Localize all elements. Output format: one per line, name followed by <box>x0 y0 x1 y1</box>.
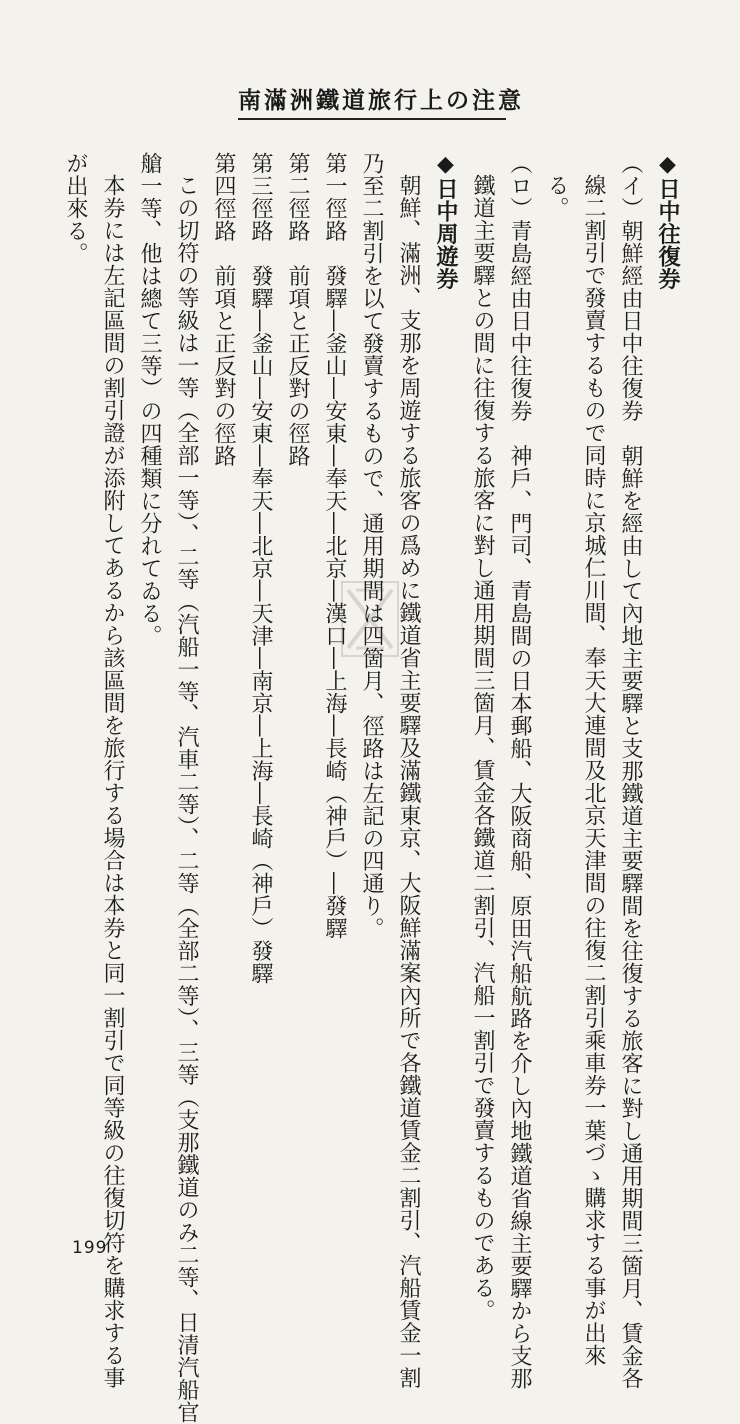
text-line: 線二割引で發賣するもので同時に京城仁川間、奉天大連間及北京天津間の往復二割引乘車券一葉づゝ購求する事が出來 <box>581 174 606 1367</box>
section-heading-nicchu-shuyu: ◆日中周遊券 <box>433 152 458 290</box>
route-line-4: 第四徑路 前項と正反對の徑路 <box>211 152 236 467</box>
page-number: 199 <box>72 1238 108 1258</box>
route-line-2: 第二徑路 前項と正反對の徑路 <box>285 152 310 467</box>
text-line: が出來る。 <box>63 152 88 265</box>
page-title: 南滿洲鐵道旅行上の注意 <box>238 87 524 114</box>
section-heading-nicchu-oufuku: ◆日中往復券 <box>655 152 680 290</box>
text-line: 鐵道主要驛との間に往復する旅客に對し通用期間三箇月、賃金各鐵道二割引、汽船一割引で發賣するものである。 <box>470 174 495 1322</box>
route-line-3: 第三徑路 發驛―釜山―安東―奉天―北京―天津―南京―上海―長崎（神戶）發驛 <box>248 152 273 985</box>
text-line: この切符の等級は一等（全部一等）、二等（汽船一等、汽車二等）、二等（全部二等）、三等（支那鐵道のみ二等、日清汽船官 <box>174 174 199 1424</box>
text-line: 乃至二割引を以て發賣するもので、通用期間は四箇月、徑路は左記の四通り。 <box>359 152 384 940</box>
text-line: 艙一等、他は總て三等）の四種類に分れてゐる。 <box>137 152 162 647</box>
route-line-1: 第一徑路 發驛―釜山―安東―奉天―北京―漢口―上海―長崎（神戶）―發驛 <box>322 152 347 940</box>
text-line: （イ）朝鮮經由日中往復券 朝鮮を經由して內地主要驛と支那鐵道主要驛間を往復する旅客に對し通用期間三箇月、賃金各 <box>618 152 643 1390</box>
text-line: 朝鮮、滿洲、支那を周遊する旅客の爲めに鐵道省主要驛及滿鐵東京、大阪鮮滿案內所で各鐵道賃金二割引、汽船賃金一割 <box>396 174 421 1389</box>
text-line: る。 <box>544 174 569 219</box>
page-header <box>238 78 524 120</box>
text-line: 本券には左記區間の割引證が添附してあるから該區間を旅行する場合は本券と同一割引で同等級の往復切符を購求する事 <box>100 174 125 1389</box>
text-line: （ロ）青島經由日中往復券 神戶、門司、青島間の日本郵船、大阪商船、原田汽船航路を介し內地鐵道省線主要驛から支那 <box>507 152 532 1390</box>
